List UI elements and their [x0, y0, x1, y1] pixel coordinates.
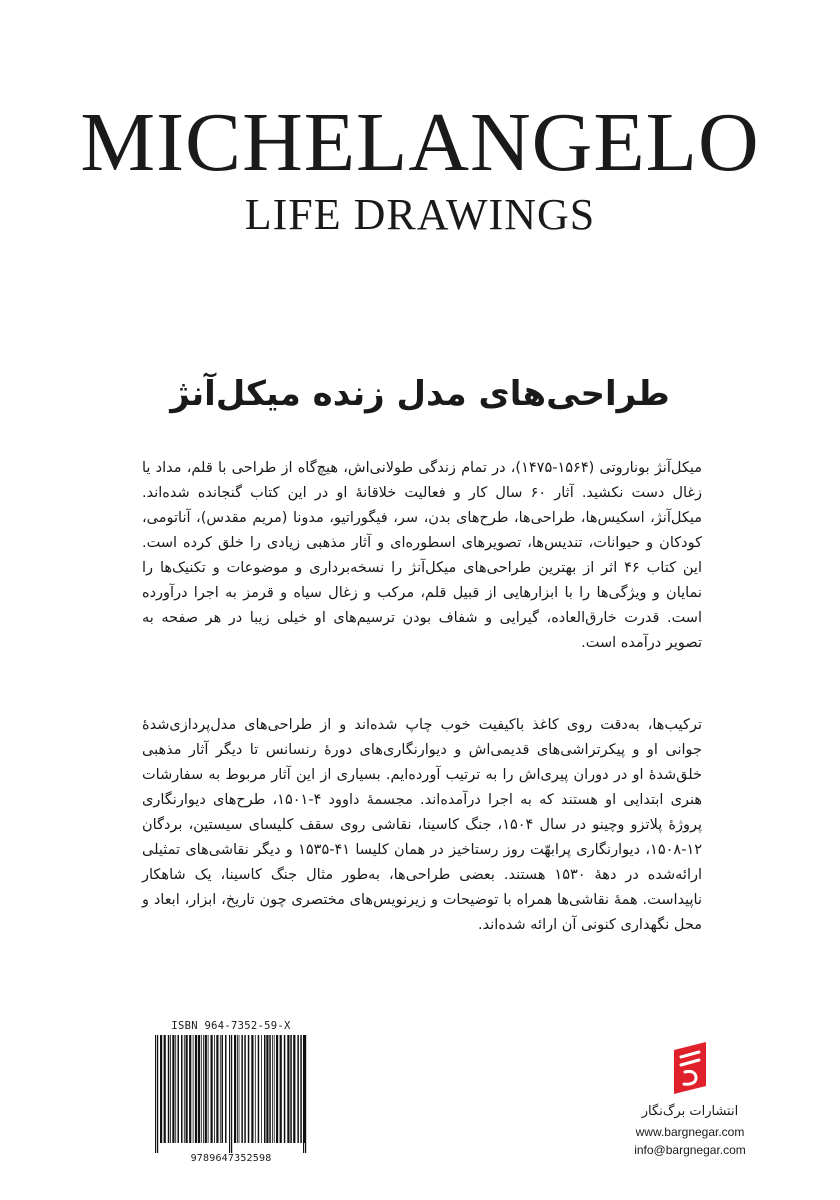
description-paragraph-1: میکل‌آنژ بوناروتی (۱۵۶۴-۱۴۷۵)، در تمام زندگی طولانی‌اش، هیچ‌گاه از طراحی با قلم، مداد یا زغال دست نکشید. آثار ۶۰ سال کار و فعالیت خلاقانهٔ او در این کتاب گنجانده شده‌اند. میکل‌آنژ، اسکیس‌ها، طراحی‌ها، طرح‌های بدن، سر، فیگوراتیو، مدونا (مریم مقدس)، آناتومی، کودکان و حیوانات، تندیس‌ها، تصویرهای اسطوره‌ای و آثار مذهبی زیادی را خلق کرده است. این کتاب ۴۶ اثر از بهترین طراحی‌های میکل‌آنژ را نسخه‌برداری و موضوعات و تکنیک‌ها را نمایان و ویژگی‌ها را با ابزارهایی از قبیل قلم، مرکب و زغال سیاه و قرمز به اجرا درآورده است. قدرت خارق‌العاده، گیرایی و شفاف بودن ترسیم‌های او خیلی زیبا در هر صفحه به تصویر درآمده است.	[142, 460, 703, 651]
red-leaf-logo-icon	[670, 1040, 710, 1096]
book-subtitle: LIFE DRAWINGS	[244, 190, 596, 239]
barcode-block	[152, 1020, 310, 1172]
publisher-block	[620, 1040, 760, 1160]
description-paragraph-2: ترکیب‌ها، به‌دقت روی کاغذ باکیفیت خوب چاپ شده‌اند و از طراحی‌های مدل‌پردازی‌شدهٔ جوانی او و پیکرتراشی‌های قدیمی‌اش و دیوارنگاری‌های دورهٔ رنسانس تا دیگر آثار مذهبی خلق‌شدهٔ او در دوران پیری‌اش را به ترتیب آورده‌ایم. بسیاری از این آثار مربوط به سفارشات هنری ابتدایی او هستند که به اجرا درآمده‌اند. مجسمهٔ داوود ۴-۱۵۰۱، طرح‌های دیوارنگاری پروژهٔ پلاتزو وچینو در سال ۱۵۰۴، جنگ کاسینا، نقاشی روی سقف کلیسای سیستین، بردگان ۱۲-۱۵۰۸، دیوارنگاری پرابهّت روز رستاخیز در همان کلیسا ۴۱-۱۵۳۵ و دیگر نقاشی‌های تمثیلی ارائه‌شده در دههٔ ۱۵۳۰ هستند. بعضی طراحی‌ها، به‌طور مثال جنگ کاسینا، یک شاهکار ناپیداست. همهٔ نقاشی‌ها همراه با توضیحات و زیرنویس‌های مختصری چون تاریخ، ابزار، ابعاد و محل نگهداری کنونی آن ارائه شده‌اند.	[142, 717, 703, 933]
barcode-icon	[154, 1035, 308, 1153]
publisher-name: انتشارات برگ‌نگار	[641, 1104, 739, 1119]
publisher-website[interactable]: www.bargnegar.com	[635, 1125, 745, 1139]
persian-title: طراحی‌های مدل زنده میکل‌آنژ	[170, 374, 670, 414]
publisher-email[interactable]: info@bargnegar.com	[634, 1143, 746, 1157]
book-title: MICHELANGELO	[80, 96, 760, 189]
isbn-label: ISBN 964-7352-59-X	[171, 1020, 291, 1032]
barcode-digits: 9789647352598	[190, 1153, 272, 1164]
